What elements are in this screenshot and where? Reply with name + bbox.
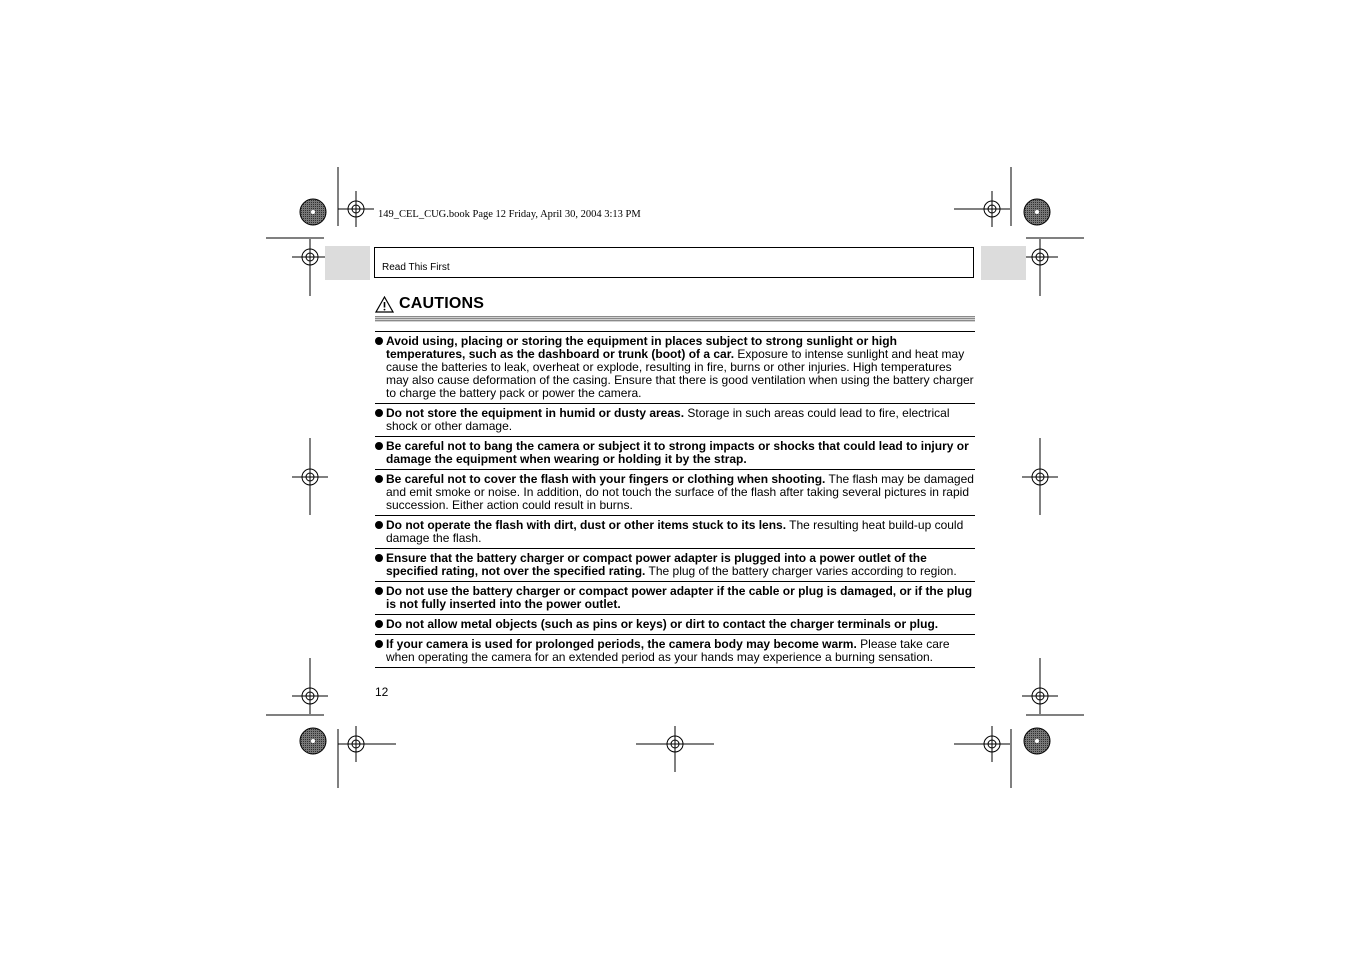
margin-tab-left	[325, 246, 370, 280]
caution-body: The plug of the battery charger varies according to region.	[645, 564, 957, 578]
bullet-icon	[375, 409, 383, 417]
caution-lead: If your camera is used for prolonged periods, the camera body may become warm.	[386, 637, 857, 651]
caution-item	[375, 516, 975, 549]
caution-body: Storage in such areas could lead to fire, electrical shock or other damage.	[386, 406, 950, 433]
bullet-icon	[375, 521, 383, 529]
caution-lead: Be careful not to bang the camera or subject it to strong impacts or shocks that could lead to injury or damage the equipment when wearing or holding it by the strap.	[386, 439, 969, 466]
caution-lead: Do not store the equipment in humid or dusty areas.	[386, 406, 685, 420]
star-target	[1024, 199, 1050, 225]
caution-item	[375, 635, 975, 668]
bullet-icon	[375, 442, 383, 450]
running-header	[374, 247, 974, 278]
caution-lead: Do not allow metal objects (such as pins or keys) or dirt to contact the charger terminals or plug.	[386, 617, 939, 631]
bullet-icon	[375, 587, 383, 595]
caution-item	[375, 582, 975, 615]
print-job-info: 149_CEL_CUG.book Page 12 Friday, April 30, 2004 3:13 PM	[378, 209, 641, 220]
caution-lead: Avoid using, placing or storing the equipment in places subject to strong sunlight or high temperatures, such as the dashboard or trunk (boot) of a car.	[386, 334, 897, 361]
caution-item	[375, 470, 975, 516]
bullet-icon	[375, 337, 383, 345]
bullet-icon	[375, 554, 383, 562]
bullet-icon	[375, 640, 383, 648]
star-target	[1024, 728, 1050, 754]
star-target	[300, 728, 326, 754]
running-header-label: Read This First	[382, 262, 450, 273]
caution-lead: Do not use the battery charger or compact power adapter if the cable or plug is damaged, or if the plug is not fully inserted into the power outlet.	[386, 584, 973, 611]
caution-lead: Do not operate the flash with dirt, dust or other items stuck to its lens.	[386, 518, 787, 532]
section-heading	[375, 294, 484, 314]
caution-item	[375, 332, 975, 404]
caution-item	[375, 549, 975, 582]
caution-item	[375, 615, 975, 635]
caution-body: Please take care when operating the camera for an extended period as your hands may experience a burning sensation.	[386, 637, 950, 664]
margin-tab-right	[981, 246, 1026, 280]
caution-body: The resulting heat build-up could damage the flash.	[386, 518, 964, 545]
caution-lead: Ensure that the battery charger or compact power adapter is plugged into a power outlet of the specified rating, not over the specified rating.	[386, 551, 927, 578]
section-title: CAUTIONS	[399, 295, 485, 312]
page-number: 12	[375, 685, 389, 699]
caution-body: The flash may be damaged and emit smoke or noise. In addition, do not touch the surface of the flash after taking several pictures in rapid succession. Either action could result in burns.	[386, 472, 974, 512]
warning-triangle-icon	[375, 296, 394, 313]
caution-lead: Be careful not to cover the flash with your fingers or clothing when shooting.	[386, 472, 826, 486]
star-target	[300, 199, 326, 225]
bullet-icon	[375, 475, 383, 483]
caution-body: Exposure to intense sunlight and heat may cause the batteries to leak, overheat or explode, resulting in fire, burns or other injuries. High temperatures may also cause deformation of the casing. Ensure that there is good ventilation when using the battery charger to charge the battery pack or power the camera.	[386, 347, 974, 400]
cautions-list	[375, 331, 975, 668]
caution-item	[375, 437, 975, 470]
heading-rule	[375, 316, 975, 322]
caution-item	[375, 404, 975, 437]
bullet-icon	[375, 620, 383, 628]
